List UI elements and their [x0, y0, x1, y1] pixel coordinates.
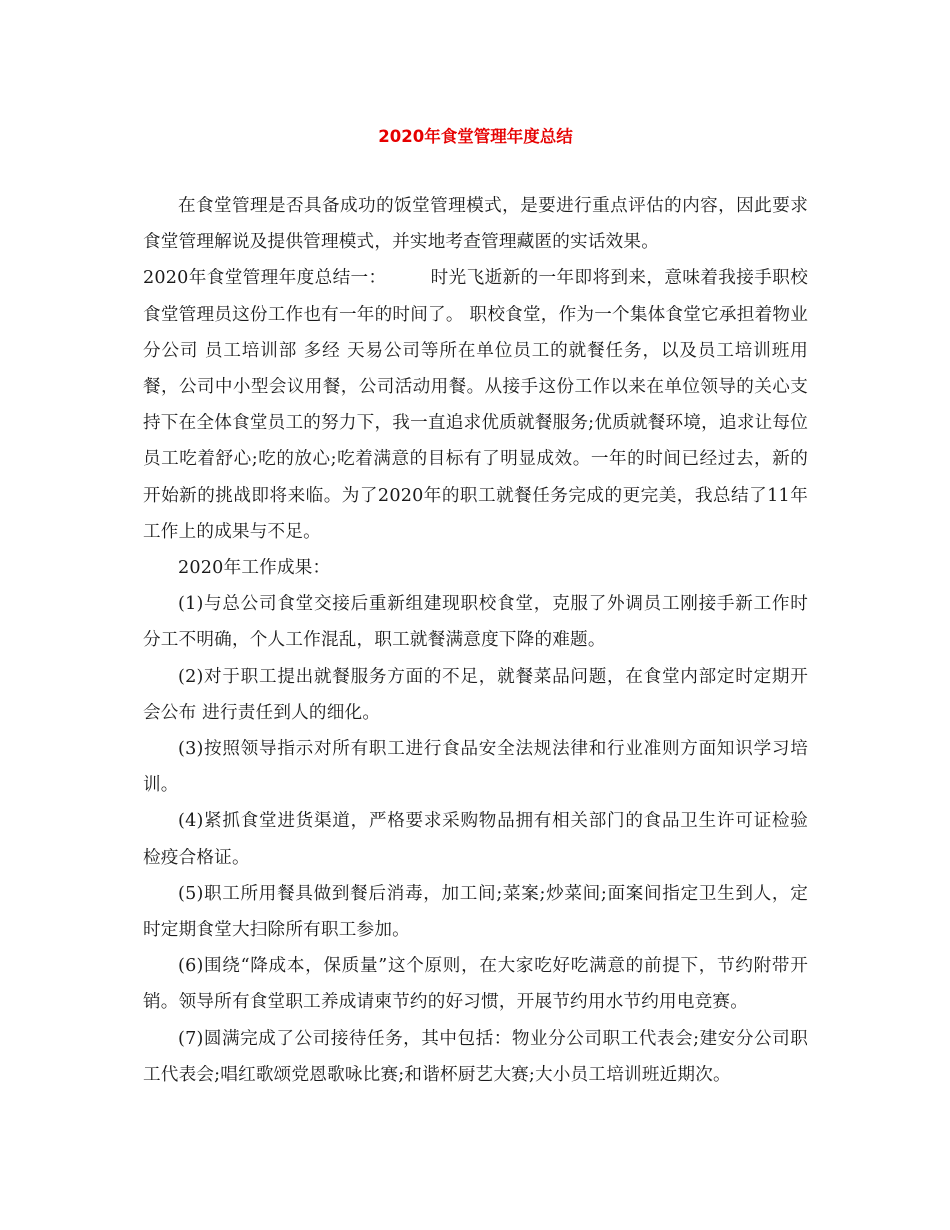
result-item-7: (7)圆满完成了公司接待任务，其中包括：物业分公司职工代表会;建安分公司职工代表会;唱红歌颂党恩歌咏比赛;和谐杯厨艺大赛;大小员工培训班近期次。	[143, 1028, 808, 1085]
result-item-1: (1)与总公司食堂交接后重新组建现职校食堂，克服了外调员工刚接手新工作时分工不明确，个人工作混乱，职工就餐满意度下降的难题。	[143, 594, 808, 651]
result-item-4: (4)紧抓食堂进货渠道，严格要求采购物品拥有相关部门的食品卫生许可证检验检疫合格证。	[143, 811, 808, 868]
document-title: 2020年食堂管理年度总结	[378, 127, 573, 146]
intro-paragraph: 在食堂管理是否具备成功的饭堂管理模式，是要进行重点评估的内容，因此要求食堂管理解说及提供管理模式，并实地考查管理藏匿的实话效果。	[143, 196, 808, 253]
results-heading: 2020年工作成果：	[178, 558, 331, 579]
result-item-6: (6)围绕“降成本，保质量”这个原则，在大家吃好吃满意的前提下，节约附带开销。领导所有食堂职工养成请柬节约的好习惯，开展节约用水节约用电竞赛。	[143, 956, 808, 1013]
summary-body: 时光飞逝新的一年即将到来，意味着我接手职校食堂管理员这份工作也有一年的时间了。 职校食堂，作为一个集体食堂它承担着物业分公司 员工培训部 多经 天易公司等所在单位员工的就餐任务，以及员工培训班用餐，公司中小型会议用餐，公司活动用餐。从接手这份工作以来在单位领导的关心支持下在全体食堂员工的努力下，我一直追求优质就餐服务;优质就餐环境，追求让每位员工吃着舒心;吃的放心;吃着满意的目标有了明显成效。一年的时间已经过去，新的开始新的挑战即将来临。为了2020年的职工就餐任务完成的更完美，我总结了11年工作上的成果与不足。	[143, 268, 808, 542]
result-item-5: (5)职工所用餐具做到餐后消毒，加工间;菜案;炒菜间;面案间指定卫生到人，定时定期食堂大扫除所有职工参加。	[143, 883, 808, 941]
result-item-3: (3)按照领导指示对所有职工进行食品安全法规法律和行业准则方面知识学习培训。	[143, 739, 808, 796]
document-body	[143, 188, 808, 1093]
result-item-2: (2)对于职工提出就餐服务方面的不足，就餐菜品问题，在食堂内部定时定期开会公布 进行责任到人的细化。	[143, 666, 808, 723]
summary-lead: 2020年食堂管理年度总结一：	[143, 268, 387, 289]
summary-paragraph	[143, 260, 808, 550]
